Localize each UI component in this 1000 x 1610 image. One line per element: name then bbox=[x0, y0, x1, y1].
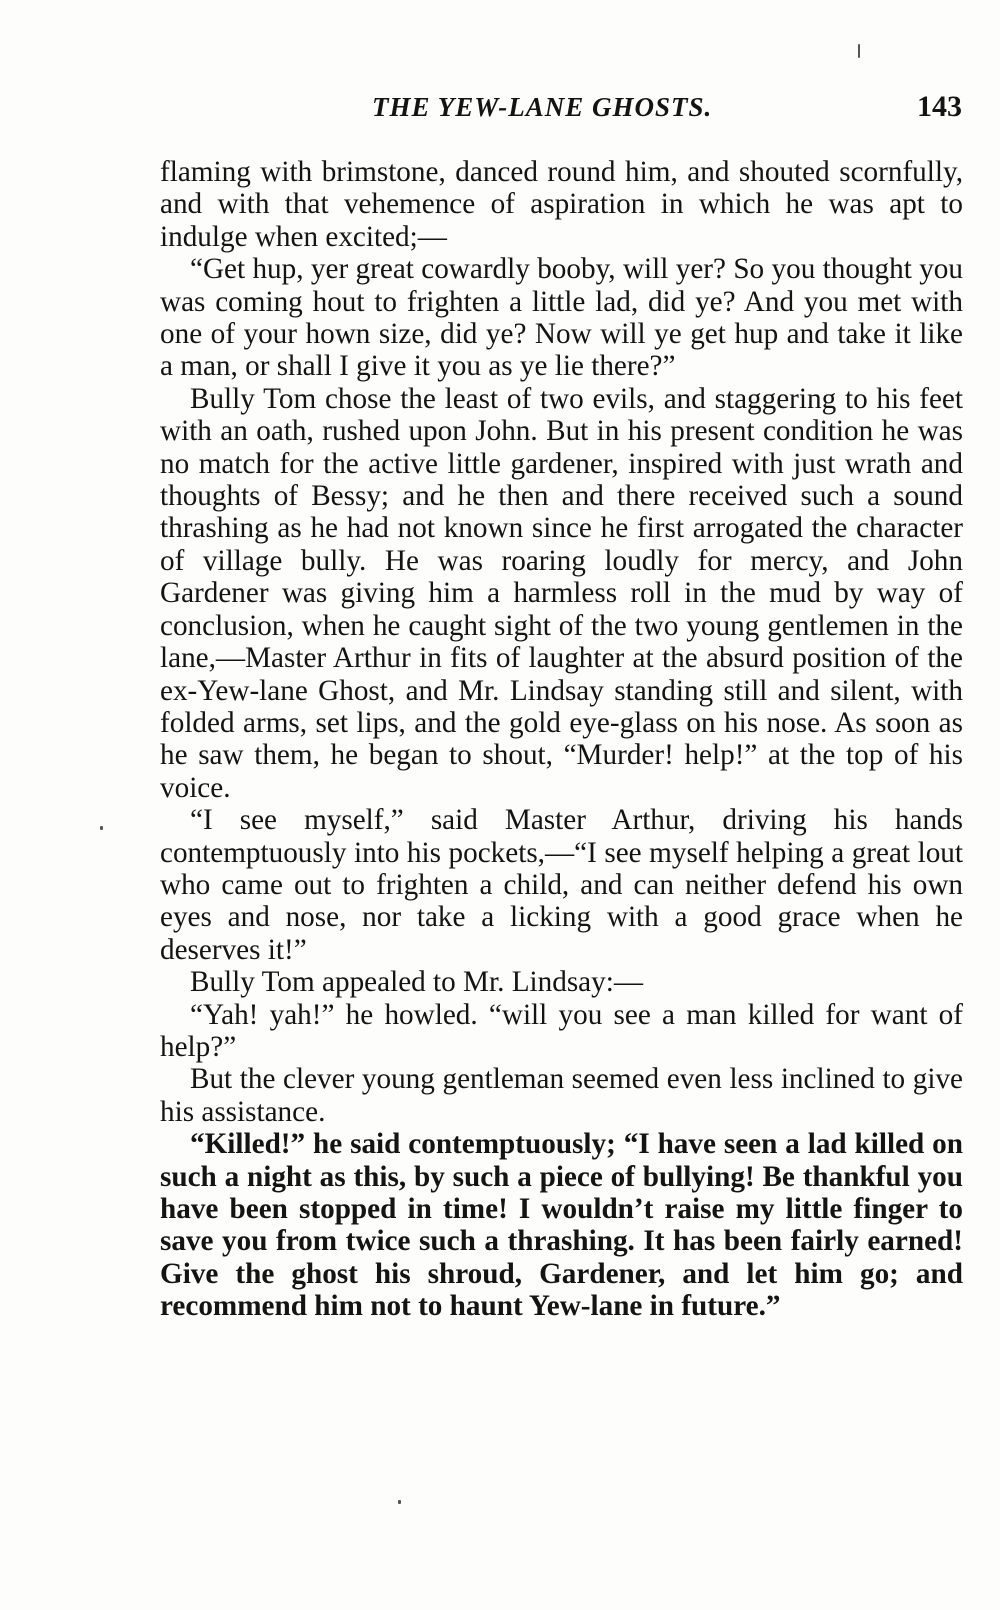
paper-speck bbox=[858, 44, 860, 58]
paragraph-1: flaming with brimstone, danced round him, and shouted scornfully, and with that vehemence of aspiration in which he was apt to indulge when excited;— bbox=[160, 156, 963, 253]
page-number: 143 bbox=[917, 90, 962, 123]
paper-speck bbox=[100, 826, 103, 830]
paragraph-6: “Yah! yah!” he howled. “will you see a man killed for want of help?” bbox=[160, 998, 963, 1063]
paragraph-4: “I see myself,” said Master Arthur, driving his hands contemptuously into his pockets,—“I see myself helping a great lout who came out to frighten a child, and can neither defend his own eyes and nose, nor take a licking with a good grace when he deserves it!” bbox=[160, 804, 963, 966]
paper-speck bbox=[398, 1500, 401, 1504]
paragraph-8: “Killed!” he said contemptuously; “I have seen a lad killed on such a night as this, by such a piece of bullying! Be thankful you have been stopped in time! I wouldn’t raise my little finger to save you from twice such a thrashing. It has been fairly earned! Give the ghost his shroud, Gardener, and let him go; and recommend him not to haunt Yew-lane in future.” bbox=[160, 1128, 963, 1323]
running-head: THE YEW-LANE GHOSTS. bbox=[372, 92, 713, 122]
paragraph-3: Bully Tom chose the least of two evils, and staggering to his feet with an oath, rushed upon John. But in his present condition he was no match for the active little gardener, inspired with just wrath and thoughts of Bessy; and he then and there received such a sound thrashing as he had not known since he first arrogated the character of village bully. He was roaring loudly for mercy, and John Gardener was giving him a harmless roll in the mud by way of conclusion, when he caught sight of the two young gentlemen in the lane,—Master Arthur in fits of laughter at the absurd position of the ex-Yew-lane Ghost, and Mr. Lindsay standing still and silent, with folded arms, set lips, and the gold eye-glass on his nose. As soon as he saw them, he began to shout, “Murder! help!” at the top of his voice. bbox=[160, 382, 963, 804]
paragraph-7: But the clever young gentleman seemed even less inclined to give his assistance. bbox=[160, 1063, 963, 1128]
page-header bbox=[162, 92, 962, 132]
paragraph-2: “Get hup, yer great cowardly booby, will yer? So you thought you was coming hout to frighten a little lad, did ye? And you met with one of your hown size, did ye? Now will ye get hup and take it like a man, or shall I give it you as ye lie there?” bbox=[160, 253, 963, 383]
body-text bbox=[160, 156, 963, 1323]
paragraph-5: Bully Tom appealed to Mr. Lindsay:— bbox=[190, 966, 644, 999]
